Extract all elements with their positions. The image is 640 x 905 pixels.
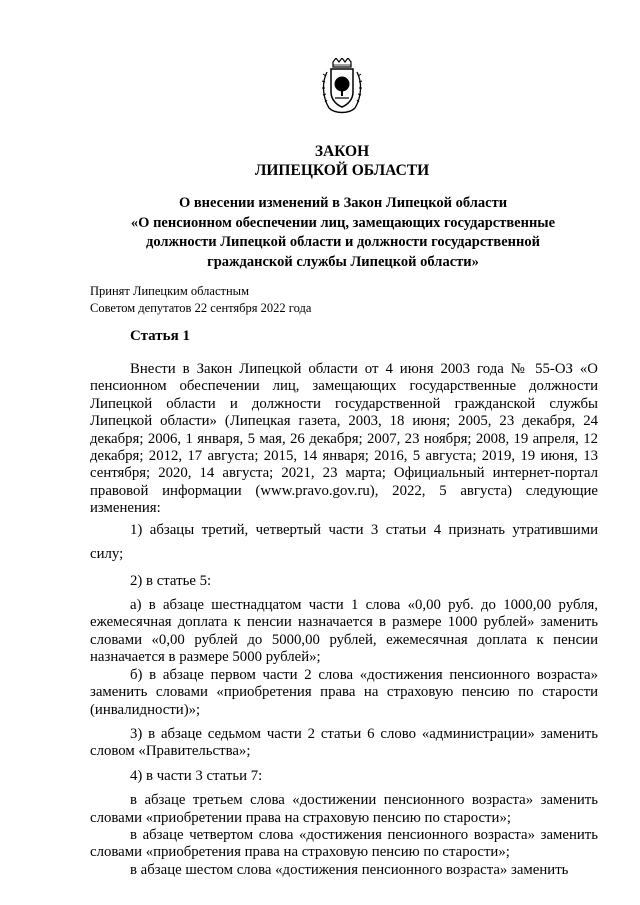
subtitle-line-2: «О пенсионном обеспечении лиц, замещающих государственные — [130, 214, 556, 231]
adoption-line-2: Советом депутатов 22 сентября 2022 года — [90, 301, 312, 315]
paragraph-item-4-fourth: в абзаце четвертом слова «достижения пенсионного возраста» заменить словами «приобретения права на страховую пенсию по старости»; — [90, 826, 598, 861]
paragraph-item-2b: б) в абзаце первом части 2 слова «достижения пенсионного возраста» заменить словами «приобретения права на страховую пенсию по старости (инвалидности)»; — [90, 666, 598, 718]
subtitle-line-4: гражданской службы Липецкой области» — [207, 253, 479, 270]
paragraph-item-1: 1) абзацы третий, четвертый части 3 статьи 4 признать утратившими силу; — [90, 521, 598, 562]
subtitle-line-1: О внесении изменений в Закон Липецкой области — [178, 195, 508, 211]
article-heading: Статья 1 — [130, 328, 190, 344]
subtitle-line-3: должности Липецкой области и должности государственной — [146, 234, 540, 250]
paragraph-intro: Внести в Закон Липецкой области от 4 июня 2003 года № 55-ОЗ «О пенсионном обеспечении лиц, замещающих государственные должности Липецкой области и должности государственной гражданской службы Липецкой области» (Липецкая газета, 2003, 18 июня; 2005, 23 декабря, 24 декабря; 2006, 1 января, 5 мая, 26 декабря; 2007, 23 ноября; 2008, 19 апреля, 12 декабря; 2012, 17 августа; 2015, 14 января; 2016, 5 августа; 2019, 19 июня, 13 сентября; 2020, 14 августа; 2021, 23 марта; Официальный интернет-портал правовой информации (www.pravo.gov.ru), 2022, 5 августа) следующие изменения: — [90, 361, 598, 517]
paragraph-item-4-third: в абзаце третьем слова «достижении пенсионного возраста» заменить словами «приобретении права на страховую пенсию по старости»; — [90, 792, 598, 826]
paragraph-item-4-sixth: в абзаце шестом слова «достижения пенсионного возраста» заменить — [130, 861, 569, 878]
paragraph-item-3: 3) в абзаце седьмом части 2 статьи 6 слово «администрации» заменить словом «Правительства»; — [90, 725, 598, 760]
paragraph-item-2a: а) в абзаце шестнадцатом части 1 слова «0,00 руб. до 1000,00 рубля, ежемесячная доплата к пенсии назначается в размере 1000 рублей» заменить словами «0,00 рублей до 5000,00 рублей, ежемесячная доплата к пенсии назначается в размере 5000 рублей»; — [90, 597, 598, 666]
adoption-note — [90, 283, 311, 317]
paragraph-item-2: 2) в статье 5: — [130, 572, 212, 589]
law-title-line-2: ЛИПЕЦКОЙ ОБЛАСТИ — [254, 162, 430, 179]
adoption-line-1: Принят Липецким областным — [90, 284, 249, 298]
law-title — [0, 142, 640, 180]
law-title-line-1: ЗАКОН — [314, 143, 370, 160]
paragraph-item-4: 4) в части 3 статьи 7: — [130, 767, 263, 784]
coat-of-arms-emblem — [321, 58, 363, 116]
article-body — [90, 361, 598, 879]
law-subtitle — [110, 194, 576, 272]
